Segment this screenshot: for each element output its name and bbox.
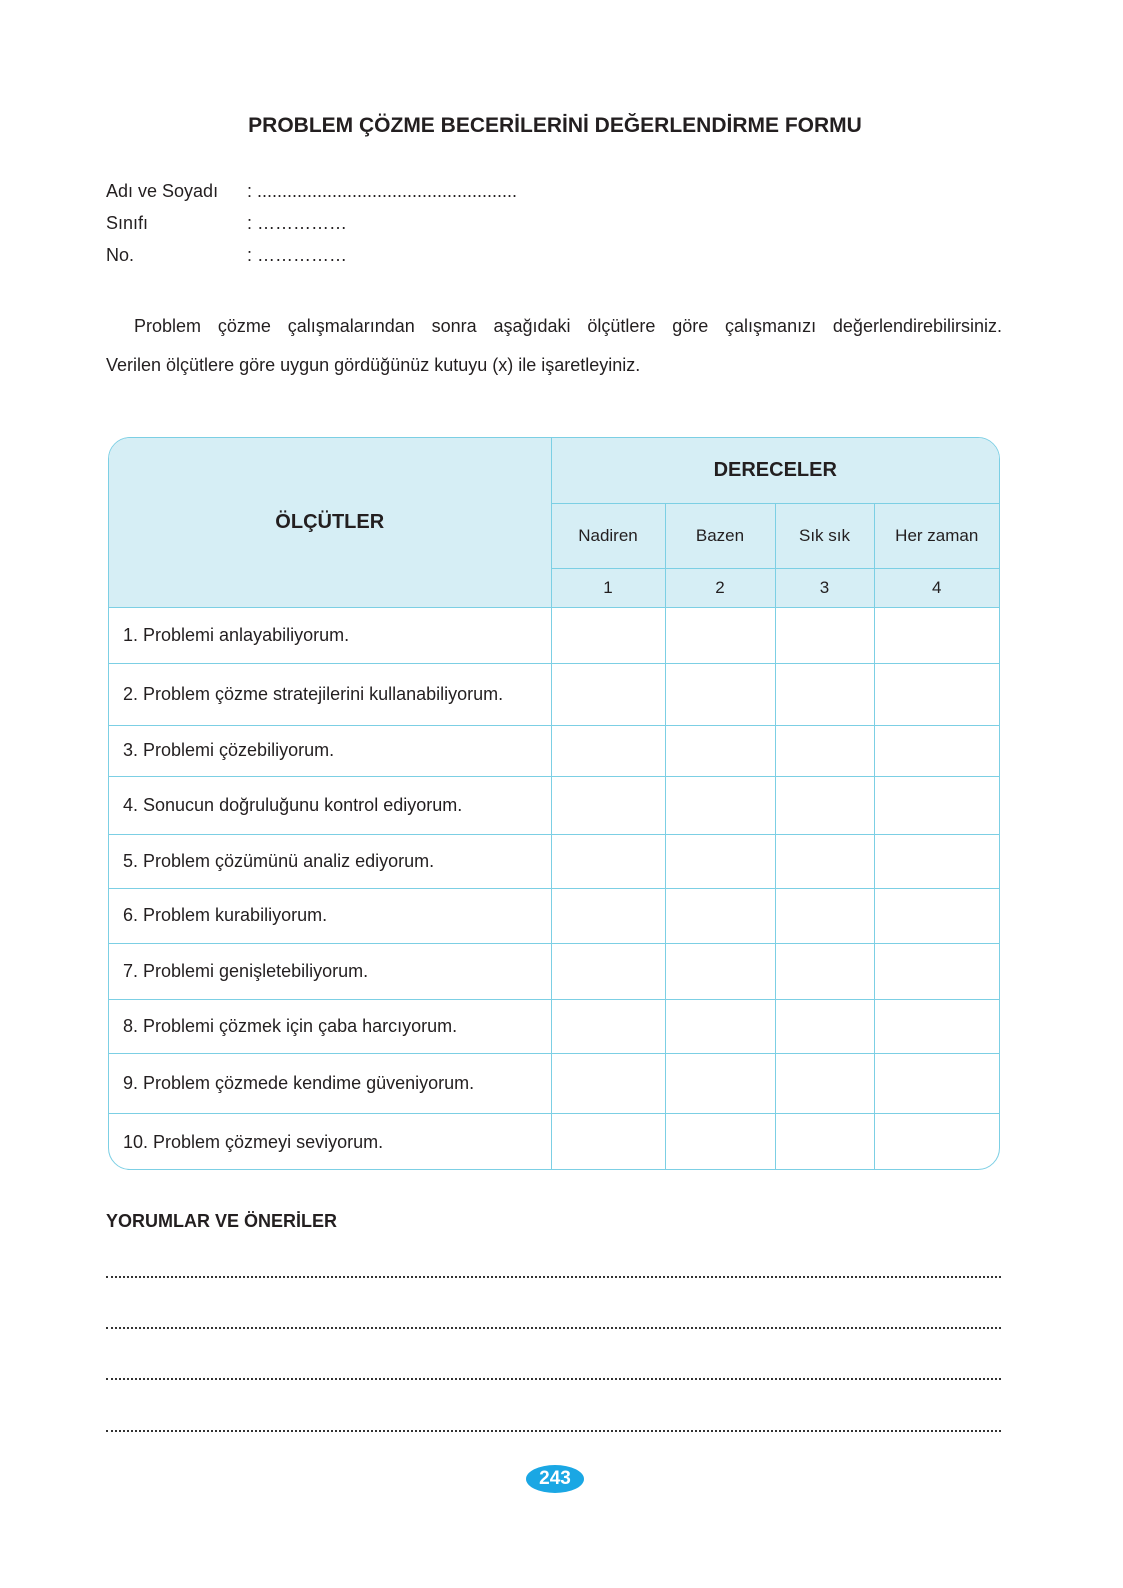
rating-checkbox-cell[interactable] <box>775 999 874 1053</box>
page-title: PROBLEM ÇÖZME BECERİLERİNİ DEĞERLENDİRME FORMU <box>248 114 862 137</box>
table-row <box>109 834 999 888</box>
criterion-text: 4. Sonucun doğruluğunu kontrol ediyorum. <box>109 776 551 834</box>
rating-checkbox-cell[interactable] <box>874 1113 999 1170</box>
grade-label: Sık sık <box>775 503 874 568</box>
rating-checkbox-cell[interactable] <box>775 1053 874 1113</box>
rating-checkbox-cell[interactable] <box>775 1113 874 1170</box>
name-label: Adı ve Soyadı <box>106 181 219 201</box>
grade-value: 4 <box>874 568 999 607</box>
table-row <box>109 725 999 776</box>
rating-checkbox-cell[interactable] <box>665 1113 775 1170</box>
criterion-text: 3. Problemi çözebiliyorum. <box>109 725 551 776</box>
grade-label: Bazen <box>665 503 775 568</box>
rating-checkbox-cell[interactable] <box>551 888 665 943</box>
class-field[interactable]: : …………… <box>247 213 348 233</box>
rating-checkbox-cell[interactable] <box>874 1053 999 1113</box>
criteria-header: ÖLÇÜTLER <box>109 438 551 607</box>
rating-checkbox-cell[interactable] <box>775 834 874 888</box>
rating-checkbox-cell[interactable] <box>551 663 665 725</box>
grade-value: 3 <box>775 568 874 607</box>
rating-checkbox-cell[interactable] <box>775 943 874 999</box>
rating-checkbox-cell[interactable] <box>775 663 874 725</box>
evaluation-table <box>108 437 1000 1170</box>
rating-checkbox-cell[interactable] <box>551 999 665 1053</box>
grade-value: 1 <box>551 568 665 607</box>
comment-line[interactable] <box>106 1327 1001 1329</box>
rating-checkbox-cell[interactable] <box>874 607 999 663</box>
rating-checkbox-cell[interactable] <box>665 943 775 999</box>
rating-checkbox-cell[interactable] <box>775 776 874 834</box>
rating-checkbox-cell[interactable] <box>551 1053 665 1113</box>
rating-checkbox-cell[interactable] <box>551 1113 665 1170</box>
table-row <box>109 663 999 725</box>
criterion-text: 1. Problemi anlayabiliyorum. <box>109 607 551 663</box>
table-row <box>109 1053 999 1113</box>
rating-checkbox-cell[interactable] <box>551 943 665 999</box>
criterion-text: 10. Problem çözmeyi seviyorum. <box>109 1113 551 1170</box>
criterion-text: 8. Problemi çözmek için çaba harcıyorum. <box>109 999 551 1053</box>
criterion-text: 6. Problem kurabiliyorum. <box>109 888 551 943</box>
rating-checkbox-cell[interactable] <box>665 663 775 725</box>
instructions-line1: Problem çözme çalışmalarından sonra aşağıdaki ölçütlere göre çalışmanızı değerlendirebilirsiniz. <box>134 316 1002 336</box>
rating-checkbox-cell[interactable] <box>665 607 775 663</box>
rating-checkbox-cell[interactable] <box>665 999 775 1053</box>
instructions-line2: Verilen ölçütlere göre uygun gördüğünüz kutuyu (x) ile işaretleyiniz. <box>106 355 641 375</box>
criterion-text: 7. Problemi genişletebiliyorum. <box>109 943 551 999</box>
rating-checkbox-cell[interactable] <box>775 607 874 663</box>
rating-checkbox-cell[interactable] <box>874 888 999 943</box>
grade-label: Her zaman <box>874 503 999 568</box>
grade-value: 2 <box>665 568 775 607</box>
rating-checkbox-cell[interactable] <box>551 725 665 776</box>
rating-checkbox-cell[interactable] <box>665 888 775 943</box>
grades-header: DERECELER <box>551 438 999 503</box>
grade-label: Nadiren <box>551 503 665 568</box>
criterion-text: 5. Problem çözümünü analiz ediyorum. <box>109 834 551 888</box>
criterion-text: 2. Problem çözme stratejilerini kullanabiliyorum. <box>109 663 551 725</box>
rating-checkbox-cell[interactable] <box>874 834 999 888</box>
rating-checkbox-cell[interactable] <box>665 725 775 776</box>
table-row <box>109 1113 999 1170</box>
table-row <box>109 943 999 999</box>
rating-checkbox-cell[interactable] <box>551 834 665 888</box>
class-label: Sınıfı <box>106 213 149 233</box>
rating-checkbox-cell[interactable] <box>665 834 775 888</box>
table-row <box>109 888 999 943</box>
rating-checkbox-cell[interactable] <box>874 663 999 725</box>
criterion-text: 9. Problem çözmede kendime güveniyorum. <box>109 1053 551 1113</box>
number-field[interactable]: : …………… <box>247 245 348 265</box>
comment-line[interactable] <box>106 1276 1001 1278</box>
rating-checkbox-cell[interactable] <box>665 776 775 834</box>
table-row <box>109 999 999 1053</box>
table-row <box>109 607 999 663</box>
rating-checkbox-cell[interactable] <box>874 943 999 999</box>
comment-line[interactable] <box>106 1430 1001 1432</box>
rating-checkbox-cell[interactable] <box>775 725 874 776</box>
rating-checkbox-cell[interactable] <box>775 888 874 943</box>
table-row <box>109 776 999 834</box>
rating-checkbox-cell[interactable] <box>665 1053 775 1113</box>
comments-header: YORUMLAR VE ÖNERİLER <box>106 1211 338 1231</box>
name-field[interactable]: : .................................................... <box>247 181 518 201</box>
number-label: No. <box>106 245 135 265</box>
rating-checkbox-cell[interactable] <box>551 776 665 834</box>
rating-checkbox-cell[interactable] <box>874 725 999 776</box>
page-number-badge: 243 <box>526 1465 584 1493</box>
comment-line[interactable] <box>106 1378 1001 1380</box>
rating-checkbox-cell[interactable] <box>551 607 665 663</box>
rating-checkbox-cell[interactable] <box>874 776 999 834</box>
rating-checkbox-cell[interactable] <box>874 999 999 1053</box>
